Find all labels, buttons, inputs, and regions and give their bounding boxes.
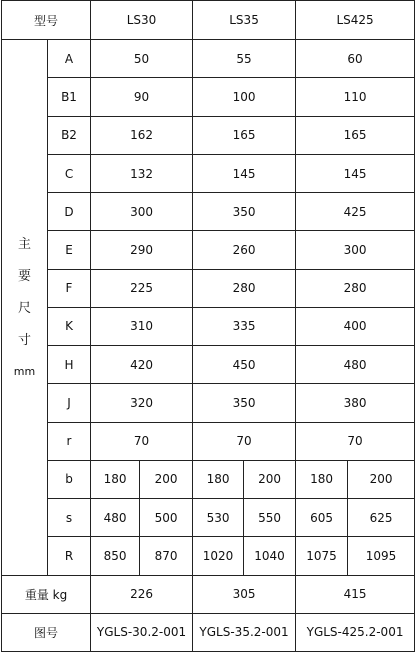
dimension-value: 145 [296, 154, 415, 192]
dimension-name: D [48, 193, 91, 231]
dimension-value: 335 [193, 307, 296, 345]
dimension-value: 1020 [193, 537, 244, 575]
dimension-group-label [2, 40, 48, 575]
dimension-value: 605 [296, 499, 348, 537]
dimension-value: 420 [91, 346, 193, 384]
dimension-name: r [48, 422, 91, 460]
dimension-name: b [48, 460, 91, 498]
dimension-value: 310 [91, 307, 193, 345]
table-row [2, 307, 415, 345]
dimension-value: 480 [296, 346, 415, 384]
dimension-name: K [48, 307, 91, 345]
dimension-value: 530 [193, 499, 244, 537]
dimension-value: 200 [348, 460, 415, 498]
dimension-value: 260 [193, 231, 296, 269]
table-row [2, 78, 415, 116]
dimension-value: 200 [140, 460, 193, 498]
dimension-name: H [48, 346, 91, 384]
table-row [2, 499, 415, 537]
dimension-value: 50 [91, 40, 193, 78]
dimension-value: 165 [296, 116, 415, 154]
weight-row [2, 575, 415, 613]
drawing-label: 图号 [2, 613, 91, 651]
table-row [2, 346, 415, 384]
dimension-value: 110 [296, 78, 415, 116]
group-unit: mm [13, 364, 36, 378]
dimension-value: 550 [244, 499, 296, 537]
dimension-value: 300 [296, 231, 415, 269]
drawing-number-row [2, 613, 415, 651]
table-row [2, 422, 415, 460]
dimension-value: 400 [296, 307, 415, 345]
dimension-name: B1 [48, 78, 91, 116]
table-row [2, 269, 415, 307]
dimension-name: B2 [48, 116, 91, 154]
header-label: 型号 [2, 1, 91, 40]
spec-table [1, 0, 415, 652]
dimension-name: J [48, 384, 91, 422]
model-ls30: LS30 [91, 1, 193, 40]
dimension-value: 200 [244, 460, 296, 498]
dimension-value: 625 [348, 499, 415, 537]
dimension-value: 60 [296, 40, 415, 78]
dimension-value: 225 [91, 269, 193, 307]
model-ls425: LS425 [296, 1, 415, 40]
dimension-value: 280 [296, 269, 415, 307]
dimension-name: A [48, 40, 91, 78]
weight-label: 重量 kg [2, 575, 91, 613]
dimension-value: 132 [91, 154, 193, 192]
dimension-value: 1095 [348, 537, 415, 575]
dimension-value: 180 [296, 460, 348, 498]
dimension-value: 100 [193, 78, 296, 116]
dimension-value: 850 [91, 537, 140, 575]
spec-table-body [2, 1, 415, 652]
dimension-value: 280 [193, 269, 296, 307]
dimension-value: 450 [193, 346, 296, 384]
table-row [2, 384, 415, 422]
table-row [2, 40, 415, 78]
dimension-value: 90 [91, 78, 193, 116]
dimension-value: 70 [91, 422, 193, 460]
dimension-value: 1040 [244, 537, 296, 575]
dimension-value: 180 [193, 460, 244, 498]
dimension-value: 480 [91, 499, 140, 537]
dimension-value: 55 [193, 40, 296, 78]
dimension-value: 500 [140, 499, 193, 537]
dimension-value: 162 [91, 116, 193, 154]
drawing-value: YGLS-30.2-001 [91, 613, 193, 651]
dimension-value: 350 [193, 384, 296, 422]
drawing-value: YGLS-35.2-001 [193, 613, 296, 651]
dimension-name: F [48, 269, 91, 307]
dimension-value: 425 [296, 193, 415, 231]
table-row [2, 537, 415, 575]
dimension-value: 1075 [296, 537, 348, 575]
dimension-name: E [48, 231, 91, 269]
weight-value: 415 [296, 575, 415, 613]
header-row [2, 1, 415, 40]
table-row [2, 460, 415, 498]
dimension-value: 290 [91, 231, 193, 269]
dimension-name: C [48, 154, 91, 192]
weight-value: 226 [91, 575, 193, 613]
table-row [2, 116, 415, 154]
dimension-value: 70 [296, 422, 415, 460]
table-row [2, 193, 415, 231]
dimension-value: 145 [193, 154, 296, 192]
dimension-value: 870 [140, 537, 193, 575]
dimension-name: s [48, 499, 91, 537]
drawing-value: YGLS-425.2-001 [296, 613, 415, 651]
table-row [2, 154, 415, 192]
weight-value: 305 [193, 575, 296, 613]
group-char: 尺 [17, 300, 31, 316]
table-row [2, 231, 415, 269]
group-char: 主 [17, 236, 31, 252]
dimension-value: 380 [296, 384, 415, 422]
dimension-value: 350 [193, 193, 296, 231]
dimension-value: 180 [91, 460, 140, 498]
dimension-value: 165 [193, 116, 296, 154]
dimension-value: 70 [193, 422, 296, 460]
model-ls35: LS35 [193, 1, 296, 40]
dimension-name: R [48, 537, 91, 575]
dimension-value: 300 [91, 193, 193, 231]
group-char: 寸 [17, 332, 31, 348]
group-char: 要 [17, 268, 31, 284]
dimension-value: 320 [91, 384, 193, 422]
